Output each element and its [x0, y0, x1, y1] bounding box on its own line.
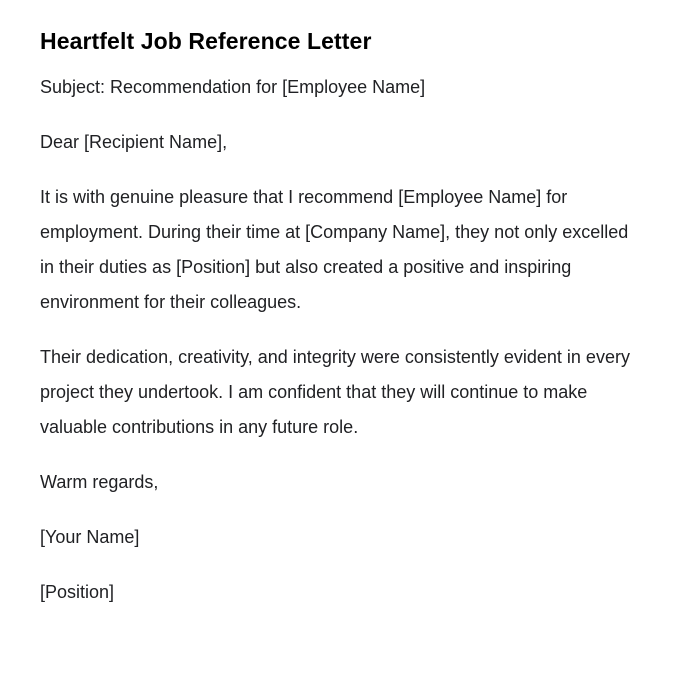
body-paragraph-2: Their dedication, creativity, and integrity were consistently evident in every project they undertook. I am confident that they will continue to make valuable contributions in any future role. — [40, 347, 630, 437]
salutation: Dear [Recipient Name], — [40, 132, 228, 152]
body-paragraph-1: It is with genuine pleasure that I recommend [Employee Name] for employment. During their time at [Company Name], they not only excelled in their duties as [Position] but also created a positive and inspiring environment for their colleagues. — [40, 187, 629, 312]
subject-line: Subject: Recommendation for [Employee Name] — [40, 77, 426, 97]
closing-line: Warm regards, — [40, 472, 159, 492]
signature-name: [Your Name] — [40, 527, 140, 547]
letter-title: Heartfelt Job Reference Letter — [40, 28, 372, 54]
signature-position: [Position] — [40, 582, 115, 602]
